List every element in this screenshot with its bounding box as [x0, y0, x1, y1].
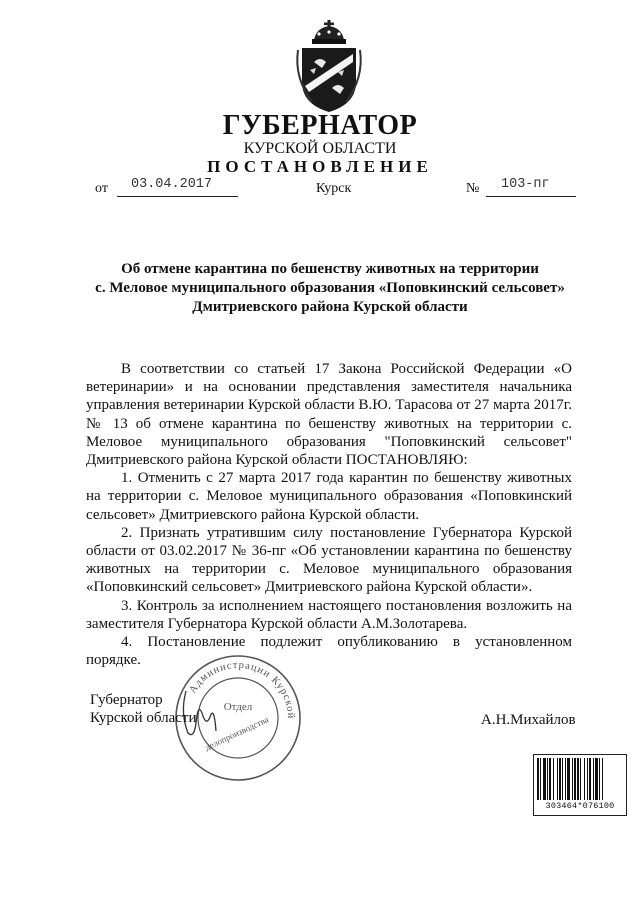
item-2-paragraph: 2. Признать утратившим силу постановление Губернатора Курской области от 03.02.2017 № 36-пг «Об установлении карантина по бешенству животных на территории с. Меловое муниципального образования «Поповкинский сельсовет» Дмитриевского района Курской области».	[86, 524, 572, 596]
crown-icon	[312, 20, 346, 44]
preamble-paragraph: В соответствии со статьей 17 Закона Российской Федерации «О ветеринарии» и на основании представления заместителя начальника управления ветеринарии Курской области В.Ю. Тарасова от 27 марта 2017г. № 13 об отмене карантина по бешенству животных на территории с. Меловое муниципального образования "Поповкинский сельсовет" Дмитриевского района Курской области ПОСТАНОВЛЯЮ:	[86, 361, 572, 469]
city-label: Курск	[316, 181, 352, 196]
date-field: 03.04.2017	[131, 177, 213, 192]
document-type: ПОСТАНОВЛЕНИЕ	[207, 157, 433, 176]
shield-icon	[302, 48, 356, 112]
header-title: ГУБЕРНАТОР	[222, 110, 418, 141]
item-4-paragraph: 4. Постановление подлежит опубликованию в установленном порядке.	[86, 634, 572, 669]
position-line-2: Курской области	[90, 710, 197, 726]
stamp-center-line-2: делопроизводства	[203, 714, 271, 753]
number-prefix: №	[466, 181, 480, 196]
item-3-paragraph: 3. Контроль за исполнением настоящего постановления возложить на заместителя Губернатора Курской области А.М.Золотарева.	[86, 597, 572, 632]
date-prefix: от	[95, 181, 108, 196]
stamp-center-line-1: Отдел	[223, 701, 253, 713]
signatory-name: А.Н.Михайлов	[481, 712, 576, 728]
item-1-paragraph: 1. Отменить с 27 марта 2017 года карантин по бешенству животных на территории с. Меловое муниципального образования «Поповкинский сельсовет» Дмитриевского района Курской области.	[86, 470, 572, 523]
position-line-1: Губернатор	[90, 692, 163, 708]
body-text	[86, 360, 572, 669]
subject-heading	[70, 260, 590, 317]
subject-line-1: Об отмене карантина по бешенству животных на территории	[121, 261, 539, 277]
number-field: 103-пг	[501, 177, 550, 192]
stamp-ring-text: Администрации Курской	[187, 659, 297, 720]
header-region: КУРСКОЙ ОБЛАСТИ	[243, 140, 397, 157]
subject-line-2: с. Меловое муниципального образования «Поповкинский сельсовет»	[95, 280, 565, 296]
barcode-box	[533, 754, 627, 816]
barcode-bars	[534, 755, 626, 801]
coat-of-arms-emblem	[292, 18, 366, 116]
subject-line-3: Дмитриевского района Курской области	[192, 299, 468, 315]
barcode-number: 303464*076100	[545, 801, 615, 811]
signatory-position	[90, 691, 196, 727]
